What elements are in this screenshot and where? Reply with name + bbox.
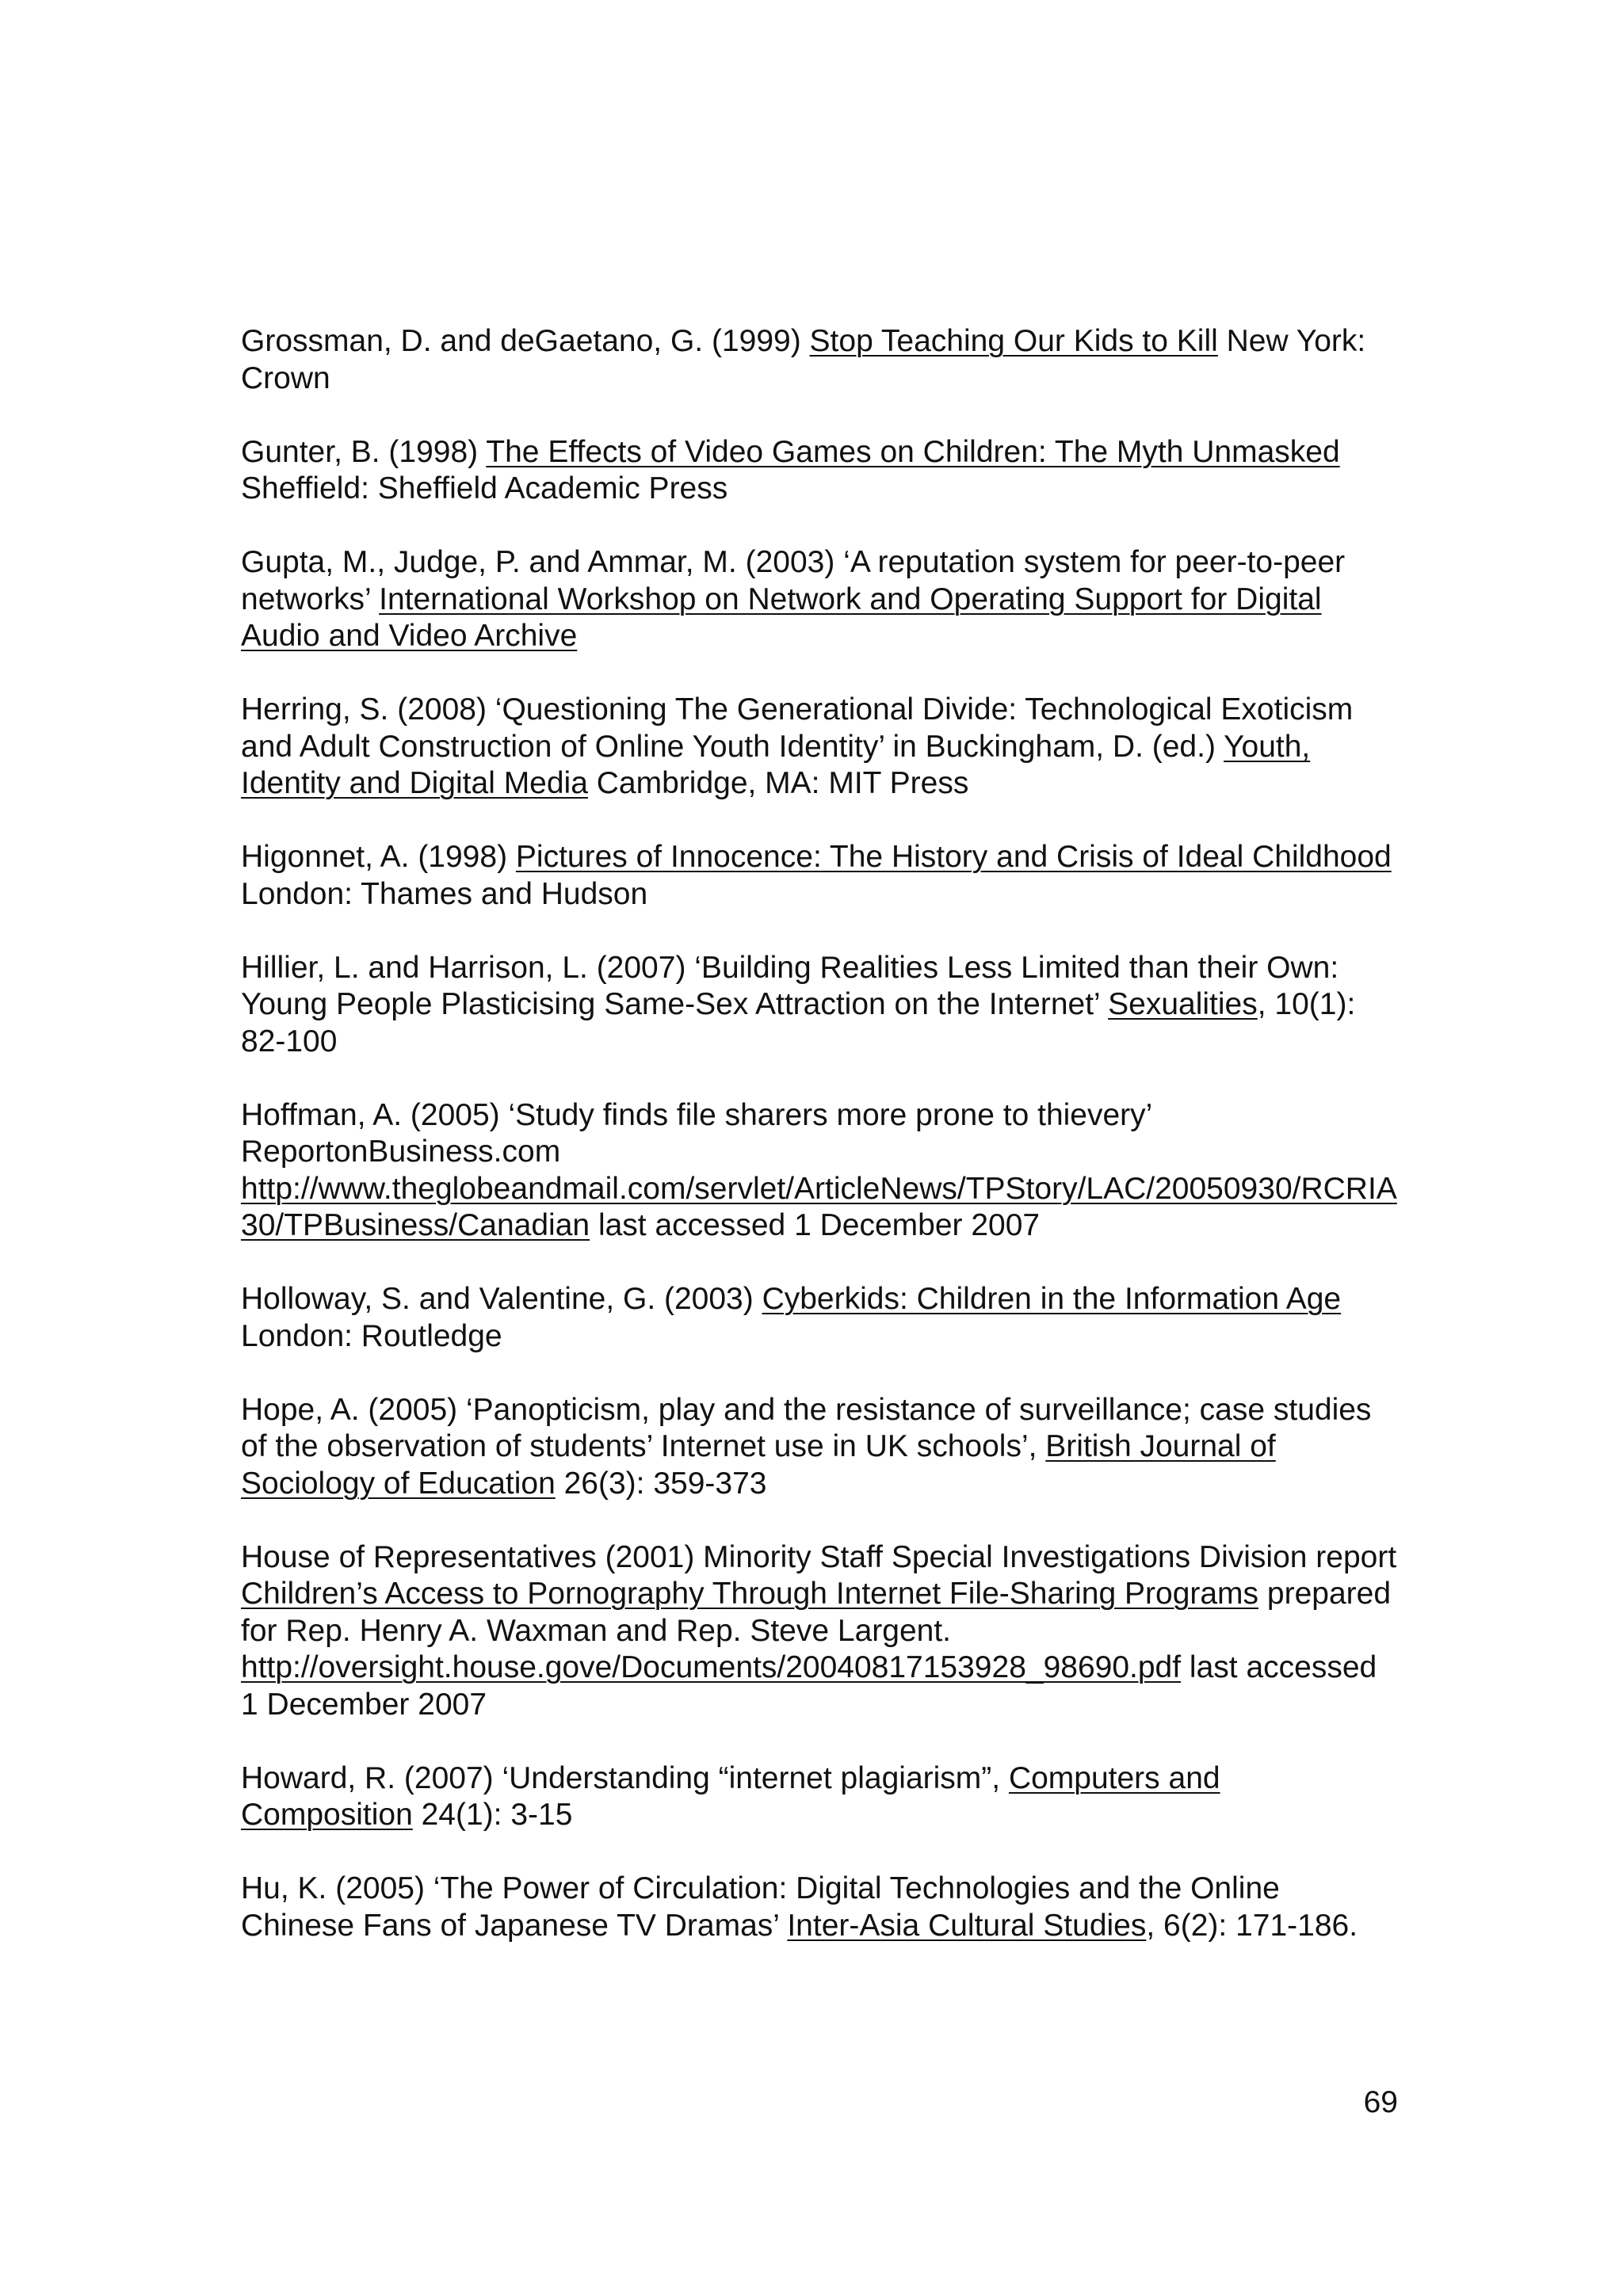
reference-text: Hoffman, A. (2005) ‘Study finds file sharers more prone to thievery’ ReportonBusiness.com (241, 1097, 1153, 1169)
reference-title: International Workshop on Network and Operating Support for Digital Audio and Video Archive (241, 582, 1322, 653)
reference-text: last accessed 1 December 2007 (241, 1650, 1377, 1722)
reference-text: Gupta, M., Judge, P. and Ammar, M. (2003) ‘A reputation system for peer-to-peer networks’ (241, 545, 1346, 616)
reference-entry (241, 1871, 1398, 1944)
reference-text: New York: Crown (241, 324, 1366, 395)
reference-text: London: Routledge (241, 1318, 502, 1353)
reference-entry (241, 1539, 1398, 1724)
reference-title: The Effects of Video Games on Children: The Myth Unmasked (486, 434, 1340, 469)
reference-entry (241, 839, 1398, 913)
reference-url-link[interactable]: http://www.theglobeandmail.com/servlet/ArticleNews/TPStory/LAC/20050930/RCRIA30/TPBusiness/Canadian (241, 1171, 1397, 1242)
reference-url-link[interactable]: http://oversight.house.gove/Documents/20040817153928_98690.pdf (241, 1650, 1182, 1684)
reference-text: 26(3): 359-373 (555, 1466, 767, 1501)
reference-text: Holloway, S. and Valentine, G. (2003) (241, 1282, 762, 1316)
reference-text: Howard, R. (2007) ‘Understanding “internet plagiarism”, (241, 1760, 1009, 1795)
reference-text: Higonnet, A. (1998) (241, 840, 516, 874)
reference-entry (241, 950, 1398, 1061)
reference-entry (241, 323, 1398, 397)
reference-text: Hu, K. (2005) ‘The Power of Circulation: Digital Technologies and the Online Chinese Fans of Japanese TV Dramas’ (241, 1871, 1280, 1943)
reference-text: Hillier, L. and Harrison, L. (2007) ‘Building Realities Less Limited than their Own: Young People Plasticising Same-Sex Attraction on the Internet’ (241, 950, 1339, 1021)
reference-text: Cambridge, MA: MIT Press (587, 766, 969, 800)
reference-journal: Inter-Asia Cultural Studies (787, 1908, 1147, 1943)
reference-journal: British Journal of Sociology of Education (241, 1429, 1276, 1501)
reference-text: London: Thames and Hudson (241, 876, 648, 911)
page-number: 69 (1363, 2085, 1398, 2119)
reference-text: 24(1): 3-15 (412, 1798, 573, 1832)
reference-entry (241, 1281, 1398, 1355)
reference-text: last accessed 1 December 2007 (590, 1208, 1041, 1242)
reference-text: House of Representatives (2001) Minority Staff Special Investigations Division report (241, 1539, 1397, 1574)
reference-entry (241, 1097, 1398, 1245)
reference-entry (241, 434, 1398, 508)
reference-text: Hope, A. (2005) ‘Panopticism, play and the resistance of surveillance; case studies of the observation of students’ Internet use in UK schools’, (241, 1392, 1372, 1463)
reference-text: Sheffield: Sheffield Academic Press (241, 471, 728, 505)
reference-list (241, 323, 1398, 1981)
reference-entry (241, 692, 1398, 803)
reference-text: Herring, S. (2008) ‘Questioning The Generational Divide: Technological Exoticism and Adult Construction of Online Youth Identity’ in Buckingham, D. (ed.) (241, 692, 1354, 764)
reference-title: Children’s Access to Pornography Through Internet File-Sharing Programs (241, 1577, 1259, 1611)
reference-entry (241, 1392, 1398, 1503)
reference-text: Gunter, B. (1998) (241, 434, 487, 469)
reference-text: Grossman, D. and deGaetano, G. (1999) (241, 324, 810, 358)
reference-entry (241, 1760, 1398, 1834)
reference-title: Youth, Identity and Digital Media (241, 729, 1311, 800)
reference-title: Cyberkids: Children in the Information Age (762, 1282, 1342, 1316)
reference-title: Pictures of Innocence: The History and Crisis of Ideal Childhood (515, 840, 1392, 874)
reference-journal: Computers and Composition (241, 1760, 1220, 1832)
reference-text: , 6(2): 171-186. (1146, 1908, 1358, 1943)
reference-title: Stop Teaching Our Kids to Kill (809, 324, 1218, 358)
reference-text: prepared for Rep. Henry A. Waxman and Rep. Steve Largent. (241, 1577, 1392, 1648)
reference-entry (241, 544, 1398, 655)
reference-journal: Sexualities (1108, 987, 1258, 1021)
reference-text: , 10(1): 82-100 (241, 987, 1356, 1058)
